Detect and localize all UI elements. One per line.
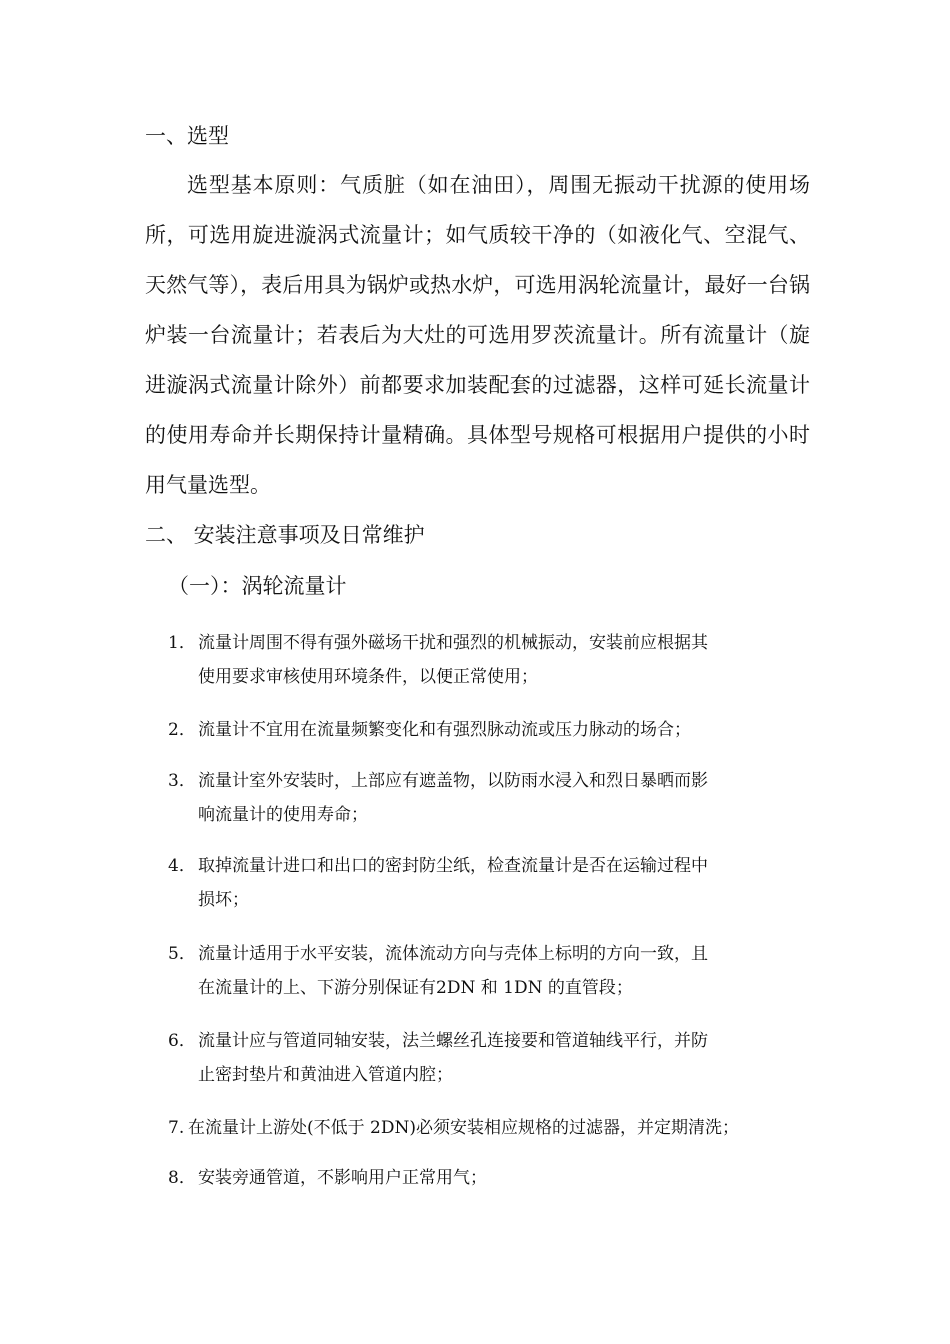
list-item-number: 2．	[168, 720, 196, 740]
list-item	[168, 1111, 788, 1145]
list-item-number: 8．	[168, 1168, 196, 1188]
list-item	[168, 764, 788, 832]
list-item	[168, 849, 788, 917]
section-2-heading: 二、 安装注意事项及日常维护	[145, 523, 425, 547]
list-item-text-continued: 止密封垫片和黄油进入管道内腔；	[198, 1065, 453, 1085]
list-item	[168, 1161, 788, 1195]
list-item	[168, 1024, 788, 1092]
list-item	[168, 713, 788, 747]
section-1-paragraph: 选型基本原则：气质脏（如在油田），周围无振动干扰源的使用场所，可选用旋进漩涡式流量计；如气质较干净的（如液化气、空混气、天然气等），表后用具为锅炉或热水炉，可选用涡轮流量计，最好一台锅炉装一台流量计；若表后为大灶的可选用罗茨流量计。所有流量计（旋进漩涡式流量计除外）前都要求加装配套的过滤器，这样可延长流量计的使用寿命并长期保持计量精确。具体型号规格可根据用户提供的小时用气量选型。	[145, 173, 810, 497]
list-item	[168, 937, 788, 1005]
subsection-turbine-heading: （一）：涡轮流量计	[168, 574, 347, 598]
list-item-number: 1．	[168, 633, 196, 653]
list-item-number: 6．	[168, 1031, 196, 1051]
section-1-heading: 一、选型	[145, 124, 229, 148]
list-item-text-continued: 损坏；	[198, 890, 249, 910]
list-item	[168, 626, 788, 694]
list-item-text: 安装旁通管道，不影响用户正常用气；	[198, 1168, 487, 1188]
list-item-text: 取掉流量计进口和出口的密封防尘纸，检查流量计是否在运输过程中	[198, 856, 708, 876]
list-item-text: 流量计周围不得有强外磁场干扰和强烈的机械振动，安装前应根据其	[198, 633, 708, 653]
list-item-text: 流量计不宜用在流量频繁变化和有强烈脉动流或压力脉动的场合；	[198, 720, 691, 740]
list-item-text: 在流量计上游处(不低于 2DN)必须安装相应规格的过滤器，并定期清洗；	[188, 1118, 739, 1138]
list-item-text-continued: 在流量计的上、下游分别保证有2DN 和 1DN 的直管段；	[198, 978, 633, 998]
list-item-number: 5．	[168, 944, 196, 964]
list-item-text-continued: 响流量计的使用寿命；	[198, 805, 368, 825]
list-item-text-continued: 使用要求审核使用环境条件，以便正常使用；	[198, 667, 538, 687]
list-item-text: 流量计应与管道同轴安装，法兰螺丝孔连接要和管道轴线平行，并防	[198, 1031, 708, 1051]
list-item-number: 3．	[168, 771, 196, 791]
list-item-number: 7.	[168, 1118, 185, 1138]
list-item-number: 4．	[168, 856, 196, 876]
list-item-text: 流量计室外安装时，上部应有遮盖物，以防雨水浸入和烈日暴晒而影	[198, 771, 708, 791]
list-item-text: 流量计适用于水平安装，流体流动方向与壳体上标明的方向一致，且	[198, 944, 708, 964]
